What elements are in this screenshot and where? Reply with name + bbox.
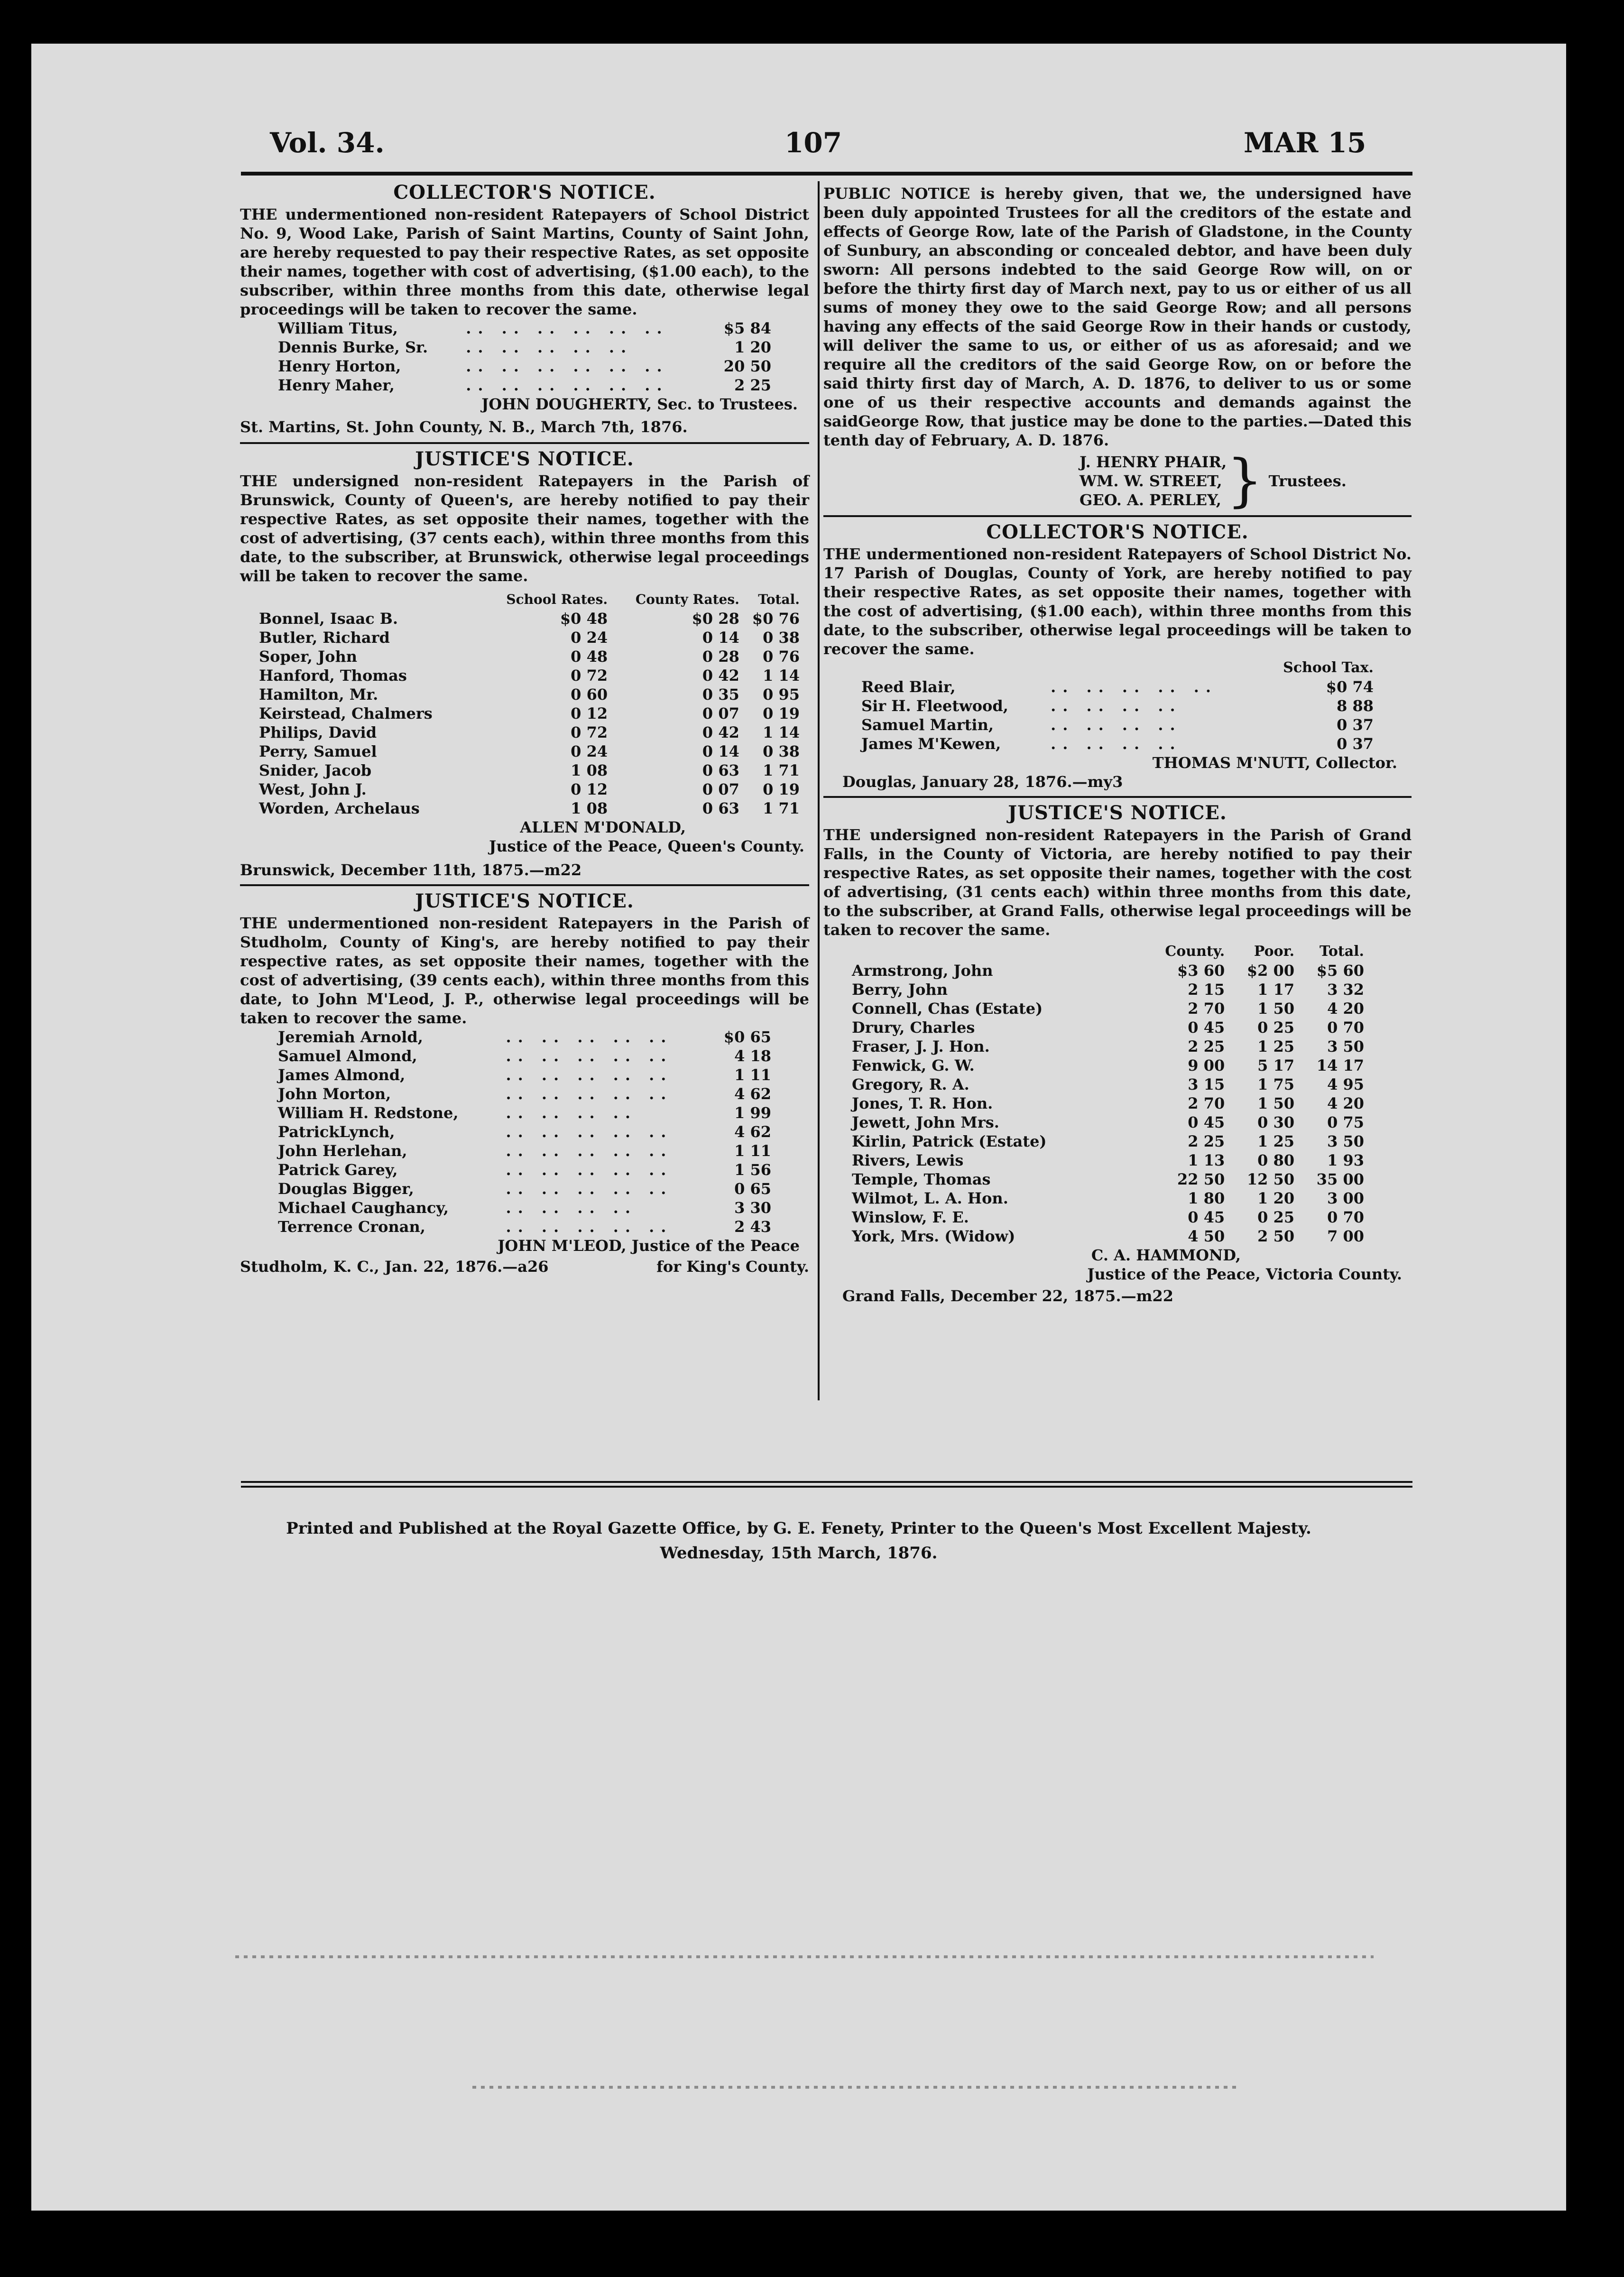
amount: 2 25 <box>734 376 771 394</box>
notice-title: JUSTICE'S NOTICE. <box>415 890 634 912</box>
county-rate: 2 25 <box>1188 1037 1225 1055</box>
amount: 3 30 <box>734 1199 771 1217</box>
table-row <box>852 1189 1364 1208</box>
ratepayer-name: Wilmot, L. A. Hon. <box>852 1189 1008 1207</box>
notice-signature: JOHN M'LEOD, Justice of the Peace <box>498 1237 800 1255</box>
county-rate: 9 00 <box>1188 1056 1225 1074</box>
table-row: Sir H. Fleetwood, .. .. .. .. 8 88 <box>861 697 1374 715</box>
poor-rate: 1 20 <box>1257 1189 1295 1207</box>
poor-rate: 1 25 <box>1257 1037 1295 1055</box>
county-rate: 2 25 <box>1188 1132 1225 1150</box>
table-row <box>852 1018 1364 1037</box>
table-row: Dennis Burke, Sr. .. .. .. .. .. 1 20 <box>278 338 771 356</box>
imprint-line: Printed and Published at the Royal Gazette Office, by G. E. Fenety, Printer to the Queen's Most Excellent Majesty. <box>286 1519 1311 1538</box>
ratepayer-name: Henry Horton, <box>278 357 401 375</box>
notice-signature: THOMAS M'NUTT, Collector. <box>1152 754 1397 772</box>
ratepayer-name: William H. Redstone, <box>278 1104 459 1122</box>
amount: 1 20 <box>734 338 771 356</box>
table-row <box>852 1075 1364 1094</box>
total: 3 32 <box>1327 981 1364 999</box>
notice-dateline-row <box>240 1257 809 1276</box>
ratepayer-name: Keirstead, Chalmers <box>259 704 433 722</box>
amount: 2 43 <box>734 1218 771 1236</box>
page-number: 107 <box>784 127 842 159</box>
amount: 1 11 <box>734 1142 771 1160</box>
column-header: County Rates. <box>635 592 739 607</box>
table-row <box>852 1037 1364 1056</box>
collector-notice-douglas <box>823 520 1412 791</box>
ratepayer-list <box>278 319 771 395</box>
table-row <box>259 761 800 780</box>
notice-dateline: Douglas, January 28, 1876.—my3 <box>842 773 1123 791</box>
amount: $0 74 <box>1326 678 1374 696</box>
table-row: PatrickLynch, .. .. .. .. .. 4 62 <box>278 1123 771 1141</box>
county-rate: 22 50 <box>1177 1170 1225 1188</box>
table-row <box>852 1113 1364 1132</box>
section-rule <box>240 884 809 886</box>
total: 14 17 <box>1316 1056 1364 1074</box>
notice-body: THE undermentioned non-resident Ratepayers of School District No. 17 Parish of Douglas, County of York, are hereby notified to pay their respective Rates, as set opposite their names, together with the cost of advertising, ($1.00 each), within three months from this date, to the subscriber, otherwise legal proceedings will be taken to recover the same. <box>823 545 1412 658</box>
footer-rule-bottom <box>241 1486 1412 1488</box>
ratepayer-name: Hamilton, Mr. <box>259 685 378 703</box>
ratepayer-name: Rivers, Lewis <box>852 1151 964 1169</box>
ratepayer-name: Connell, Chas (Estate) <box>852 1000 1043 1018</box>
signature-name: ALLEN M'DONALD, <box>520 818 686 836</box>
amount: $0 65 <box>723 1028 771 1046</box>
amount: 8 88 <box>1337 697 1374 715</box>
rates-table <box>259 590 800 818</box>
ratepayer-name: Jones, T. R. Hon. <box>852 1094 993 1112</box>
table-row: James M'Kewen, .. .. .. .. 0 37 <box>861 735 1374 753</box>
amount: 1 99 <box>734 1104 771 1122</box>
poor-rate: 1 17 <box>1257 981 1295 999</box>
total: 3 50 <box>1327 1037 1364 1055</box>
column-header: Poor. <box>1254 943 1295 960</box>
ratepayer-name: Patrick Garey, <box>278 1161 398 1179</box>
county-label: for King's County. <box>656 1258 809 1276</box>
ratepayer-name: Worden, Archelaus <box>259 799 420 817</box>
justice-notice-grand-falls <box>823 801 1412 1305</box>
table-header <box>259 590 800 609</box>
school-rate: 0 24 <box>571 629 608 647</box>
total: 1 14 <box>763 723 800 741</box>
county-rate: 0 45 <box>1188 1113 1225 1131</box>
ratepayer-name: Samuel Almond, <box>278 1047 417 1065</box>
ratepayer-name: Michael Caughancy, <box>278 1199 449 1217</box>
ratepayer-name: Bonnel, Isaac B. <box>259 610 398 628</box>
ratepayer-name: James Almond, <box>278 1066 406 1084</box>
table-row <box>259 799 800 818</box>
poor-rate: 5 17 <box>1257 1056 1295 1074</box>
table-row: Jeremiah Arnold, .. .. .. .. .. $0 65 <box>278 1028 771 1046</box>
gazette-page <box>31 44 1566 2211</box>
signature-name: C. A. HAMMOND, <box>1091 1246 1241 1264</box>
table-row <box>259 609 800 628</box>
notice-dateline: Brunswick, December 11th, 1875.—m22 <box>240 861 582 879</box>
amount: 4 18 <box>734 1047 771 1065</box>
ratepayer-name: Soper, John <box>259 648 358 666</box>
total: $0 76 <box>752 610 800 628</box>
total: 0 38 <box>763 742 800 760</box>
amount: 1 56 <box>734 1161 771 1179</box>
left-column <box>240 180 809 1276</box>
scan-artifact <box>472 2086 1241 2089</box>
total: 0 19 <box>763 780 800 798</box>
justice-notice-studholm <box>240 889 809 1276</box>
total: 0 76 <box>763 648 800 666</box>
ratepayer-name: John Morton, <box>278 1085 391 1103</box>
signature-title: Justice of the Peace, Queen's County. <box>489 837 804 855</box>
justice-notice-brunswick <box>240 447 809 879</box>
table-row <box>259 780 800 799</box>
ratepayer-name: Berry, John <box>852 981 948 999</box>
ratepayer-name: Samuel Martin, <box>861 716 994 734</box>
table-row <box>852 1094 1364 1113</box>
table-row <box>852 1151 1364 1170</box>
table-header <box>861 658 1374 677</box>
trustees-block <box>1080 448 1412 514</box>
trustees-label: Trustees. <box>1268 472 1347 490</box>
table-row <box>852 961 1364 980</box>
total: 1 14 <box>763 666 800 685</box>
column-header: School Tax. <box>1283 659 1374 676</box>
poor-rate: 1 75 <box>1257 1075 1295 1093</box>
school-rate: 1 08 <box>571 761 608 779</box>
school-rate: 0 48 <box>571 648 608 666</box>
amount: $5 84 <box>723 319 771 337</box>
county-rate: 2 70 <box>1188 1094 1225 1112</box>
public-notice-george-row <box>823 184 1412 514</box>
table-row: Samuel Almond, .. .. .. .. .. 4 18 <box>278 1047 771 1065</box>
total: 1 71 <box>763 799 800 817</box>
ratepayer-name: Dennis Burke, Sr. <box>278 338 428 356</box>
table-row <box>259 742 800 761</box>
footer-rule-top <box>241 1481 1412 1483</box>
school-rate: 1 08 <box>571 799 608 817</box>
total: 7 00 <box>1327 1227 1364 1245</box>
ratepayer-name: Armstrong, John <box>852 962 993 980</box>
school-rate: $0 48 <box>560 610 608 628</box>
poor-rate: 1 50 <box>1257 1000 1295 1018</box>
total: 0 75 <box>1327 1113 1364 1131</box>
table-row: William Titus, .. .. .. .. .. .. $5 84 <box>278 319 771 337</box>
county-rate: 1 13 <box>1188 1151 1225 1169</box>
county-rate: 0 07 <box>702 704 739 722</box>
amount: 0 65 <box>734 1180 771 1198</box>
county-rate: 0 45 <box>1188 1018 1225 1037</box>
table-row: Reed Blair, .. .. .. .. .. $0 74 <box>861 678 1374 696</box>
amount: 4 62 <box>734 1085 771 1103</box>
table-row: Douglas Bigger, .. .. .. .. .. 0 65 <box>278 1180 771 1198</box>
notice-body: THE undersigned non-resident Ratepayers in the Parish of Brunswick, County of Queen's, are hereby notified to pay their respective Rates, as set opposite their names, together with the cost of advertising, (37 cents each), within three months from this date, to the subscriber, at Brunswick, otherwise legal proceedings will be taken to recover the same. <box>240 472 809 585</box>
ratepayer-name: Temple, Thomas <box>852 1170 991 1188</box>
ratepayer-name: Gregory, R. A. <box>852 1075 969 1093</box>
ratepayer-name: PatrickLynch, <box>278 1123 395 1141</box>
table-row <box>852 999 1364 1018</box>
right-column <box>823 184 1412 1305</box>
ratepayer-name: Butler, Richard <box>259 629 390 647</box>
poor-rate: 0 30 <box>1257 1113 1295 1131</box>
table-row: John Morton, .. .. .. .. .. 4 62 <box>278 1085 771 1103</box>
ratepayer-name: Jewett, John Mrs. <box>852 1113 999 1131</box>
county-rate: 0 45 <box>1188 1208 1225 1226</box>
table-row <box>852 980 1364 999</box>
notice-dateline: Grand Falls, December 22, 1875.—m22 <box>842 1287 1173 1305</box>
column-header: County. <box>1165 943 1225 960</box>
total: $5 60 <box>1316 962 1364 980</box>
amount: 20 50 <box>723 357 771 375</box>
table-row <box>852 1056 1364 1075</box>
notice-title: JUSTICE'S NOTICE. <box>1008 802 1227 824</box>
column-header: School Rates. <box>506 592 608 607</box>
ratepayer-name: Douglas Bigger, <box>278 1180 414 1198</box>
ratepayer-name: William Titus, <box>278 319 398 337</box>
ratepayer-name: Reed Blair, <box>861 678 956 696</box>
table-row <box>259 685 800 704</box>
poor-rate: 0 80 <box>1257 1151 1295 1169</box>
table-row <box>259 666 800 685</box>
table-row: Patrick Garey, .. .. .. .. .. 1 56 <box>278 1161 771 1179</box>
ratepayer-name: Terrence Cronan, <box>278 1218 425 1236</box>
notice-dateline: St. Martins, St. John County, N. B., March 7th, 1876. <box>240 418 688 436</box>
county-rate: 0 63 <box>702 799 739 817</box>
county-rate: 0 07 <box>702 780 739 798</box>
table-row: Henry Horton, .. .. .. .. .. .. 20 50 <box>278 357 771 375</box>
ratepayer-name: Sir H. Fleetwood, <box>861 697 1008 715</box>
imprint-date: Wednesday, 15th March, 1876. <box>660 1544 938 1563</box>
county-rate: 3 15 <box>1188 1075 1225 1093</box>
total: 1 71 <box>763 761 800 779</box>
county-rate: 2 70 <box>1188 1000 1225 1018</box>
section-rule <box>823 515 1412 517</box>
county-rate: 0 42 <box>702 723 739 741</box>
ratepayer-name: York, Mrs. (Widow) <box>852 1227 1015 1245</box>
trustee-name: J. HENRY PHAIR, <box>1080 453 1227 471</box>
total: 4 20 <box>1327 1094 1364 1112</box>
column-header: Total. <box>1319 943 1364 960</box>
table-row: Henry Maher, .. .. .. .. .. .. 2 25 <box>278 376 771 394</box>
total: 4 20 <box>1327 1000 1364 1018</box>
total: 0 70 <box>1327 1018 1364 1037</box>
notice-body: THE undermentioned non-resident Ratepayers of School District No. 9, Wood Lake, Parish of Saint Martins, County of Saint John, are hereby requested to pay their respective Rates, as set opposite their names, together with cost of advertising, ($1.00 each), to the subscriber, within three months from this date, otherwise legal proceedings will be taken to recover the same. <box>240 205 809 318</box>
poor-rate: 0 25 <box>1257 1208 1295 1226</box>
table-row: James Almond, .. .. .. .. .. 1 11 <box>278 1066 771 1084</box>
ratepayer-name: Perry, Samuel <box>259 742 377 760</box>
table-row <box>259 704 800 723</box>
total: 0 95 <box>763 685 800 703</box>
ratepayer-list <box>278 1027 771 1236</box>
school-rate: 0 12 <box>571 704 608 722</box>
table-row <box>852 1227 1364 1246</box>
table-row <box>259 647 800 666</box>
total: 1 93 <box>1327 1151 1364 1169</box>
notice-title: COLLECTOR'S NOTICE. <box>393 181 656 204</box>
total: 4 95 <box>1327 1075 1364 1093</box>
amount: 4 62 <box>734 1123 771 1141</box>
school-rate: 0 24 <box>571 742 608 760</box>
county-rate: 0 35 <box>702 685 739 703</box>
table-row: Terrence Cronan, .. .. .. .. .. 2 43 <box>278 1218 771 1236</box>
total: 3 00 <box>1327 1189 1364 1207</box>
notice-body: THE undermentioned non-resident Ratepayers in the Parish of Studholm, County of King's, are hereby notified to pay their respective rates, as set opposite their names, together with the cost of advertising, (39 cents each), within three months from this date, to John M'Leod, J. P., otherwise legal proceedings will be taken to recover the same. <box>240 914 809 1027</box>
school-rate: 0 60 <box>571 685 608 703</box>
signature-title: Justice of the Peace, Victoria County. <box>1087 1265 1402 1283</box>
county-rate: 0 14 <box>702 629 739 647</box>
collector-notice-wood-lake <box>240 180 809 436</box>
notice-signature: JOHN DOUGHERTY, Sec. to Trustees. <box>481 395 798 413</box>
ratepayer-name: Fraser, J. J. Hon. <box>852 1037 990 1055</box>
school-rate: 0 72 <box>571 723 608 741</box>
notice-title: JUSTICE'S NOTICE. <box>415 448 634 470</box>
ratepayer-name: Snider, Jacob <box>259 761 372 779</box>
table-row <box>852 1208 1364 1227</box>
amount: 0 37 <box>1337 735 1374 753</box>
notice-title: COLLECTOR'S NOTICE. <box>986 521 1249 543</box>
trustee-name: GEO. A. PERLEY, <box>1080 491 1221 509</box>
poor-rate: 1 25 <box>1257 1132 1295 1150</box>
poor-rate: $2 00 <box>1246 962 1295 980</box>
amount: 1 11 <box>734 1066 771 1084</box>
ratepayer-name: Jeremiah Arnold, <box>278 1028 423 1046</box>
county-rate: 4 50 <box>1188 1227 1225 1245</box>
table-header <box>852 942 1364 961</box>
header-rule <box>241 172 1412 176</box>
ratepayer-name: Hanford, Thomas <box>259 666 407 685</box>
county-rate: 0 42 <box>702 666 739 685</box>
ratepayer-name: Philips, David <box>259 723 377 741</box>
county-rate: 1 80 <box>1188 1189 1225 1207</box>
school-rate: 0 72 <box>571 666 608 685</box>
table-row: John Herlehan, .. .. .. .. .. 1 11 <box>278 1142 771 1160</box>
ratepayer-name: Kirlin, Patrick (Estate) <box>852 1132 1047 1150</box>
column-header: Total. <box>758 592 800 607</box>
county-rate: $3 60 <box>1177 962 1225 980</box>
brace-glyph: } <box>1227 448 1263 514</box>
poor-rate: 1 50 <box>1257 1094 1295 1112</box>
notice-body: THE undersigned non-resident Ratepayers in the Parish of Grand Falls, in the County of Victoria, are hereby notified to pay their respective Rates, as set opposite their names, together with the cost of advertising, (31 cents each) within three months from this date, to the subscriber, at Grand Falls, otherwise legal proceedings will be taken to recover the same. <box>823 826 1412 939</box>
ratepayer-name: Henry Maher, <box>278 376 395 394</box>
ratepayer-name: John Herlehan, <box>278 1142 407 1160</box>
table-row <box>259 628 800 647</box>
table-row <box>852 1132 1364 1151</box>
school-rate: 0 12 <box>571 780 608 798</box>
section-rule <box>823 796 1412 798</box>
total: 3 50 <box>1327 1132 1364 1150</box>
county-rate: 0 14 <box>702 742 739 760</box>
table-row <box>852 1170 1364 1189</box>
ratepayer-name: Fenwick, G. W. <box>852 1056 975 1074</box>
trustee-name: WM. W. STREET, <box>1080 472 1222 490</box>
ratepayer-name: West, John J. <box>259 780 367 798</box>
ratepayer-name: Winslow, F. E. <box>852 1208 969 1226</box>
county-rate: 0 63 <box>702 761 739 779</box>
county-rate: $0 28 <box>692 610 739 628</box>
table-row: Samuel Martin, .. .. .. .. 0 37 <box>861 716 1374 734</box>
volume-label: Vol. 34. <box>270 127 385 159</box>
poor-rate: 0 25 <box>1257 1018 1295 1037</box>
county-rate: 0 28 <box>702 648 739 666</box>
total: 35 00 <box>1316 1170 1364 1188</box>
notice-body: PUBLIC NOTICE is hereby given, that we, the undersigned have been duly appointed Trustees for all the creditors of the estate and effects of George Row, late of the Parish of Gladstone, in the County of Sunbury, an absconding or concealed debtor, and have been duly sworn: All persons indebted to the said George Row will, on or before the thirty first day of March next, pay to us or either of us all sums of money they owe to the said George Row; and all persons having any effects of the said George Row in their hands or custody, will deliver the same to us, or either of us as aforesaid; and we require all the creditors of the said George Row, on or before the said thirty first day of March, A. D. 1876, to deliver to us or some one of us their respective accounts and demands against the saidGeorge Row, that justice may be done to the parties.—Dated this tenth day of February, A. D. 1876. <box>823 185 1412 449</box>
total: 0 38 <box>763 629 800 647</box>
amount: 0 37 <box>1337 716 1374 734</box>
rates-table <box>852 942 1364 1246</box>
ratepayer-name: Drury, Charles <box>852 1018 975 1037</box>
poor-rate: 12 50 <box>1246 1170 1295 1188</box>
issue-date: MAR 15 <box>1244 127 1366 159</box>
ratepayer-list <box>861 658 1374 753</box>
total: 0 19 <box>763 704 800 722</box>
notice-dateline: Studholm, K. C., Jan. 22, 1876.—a26 <box>240 1258 549 1276</box>
total: 0 70 <box>1327 1208 1364 1226</box>
column-divider <box>818 181 820 1400</box>
poor-rate: 2 50 <box>1257 1227 1295 1245</box>
table-row: Michael Caughancy, .. .. .. .. 3 30 <box>278 1199 771 1217</box>
ratepayer-name: James M'Kewen, <box>861 735 1001 753</box>
scan-artifact <box>235 1955 1374 1958</box>
county-rate: 2 15 <box>1188 981 1225 999</box>
table-row <box>259 723 800 742</box>
table-row: William H. Redstone, .. .. .. .. 1 99 <box>278 1104 771 1122</box>
section-rule <box>240 442 809 444</box>
